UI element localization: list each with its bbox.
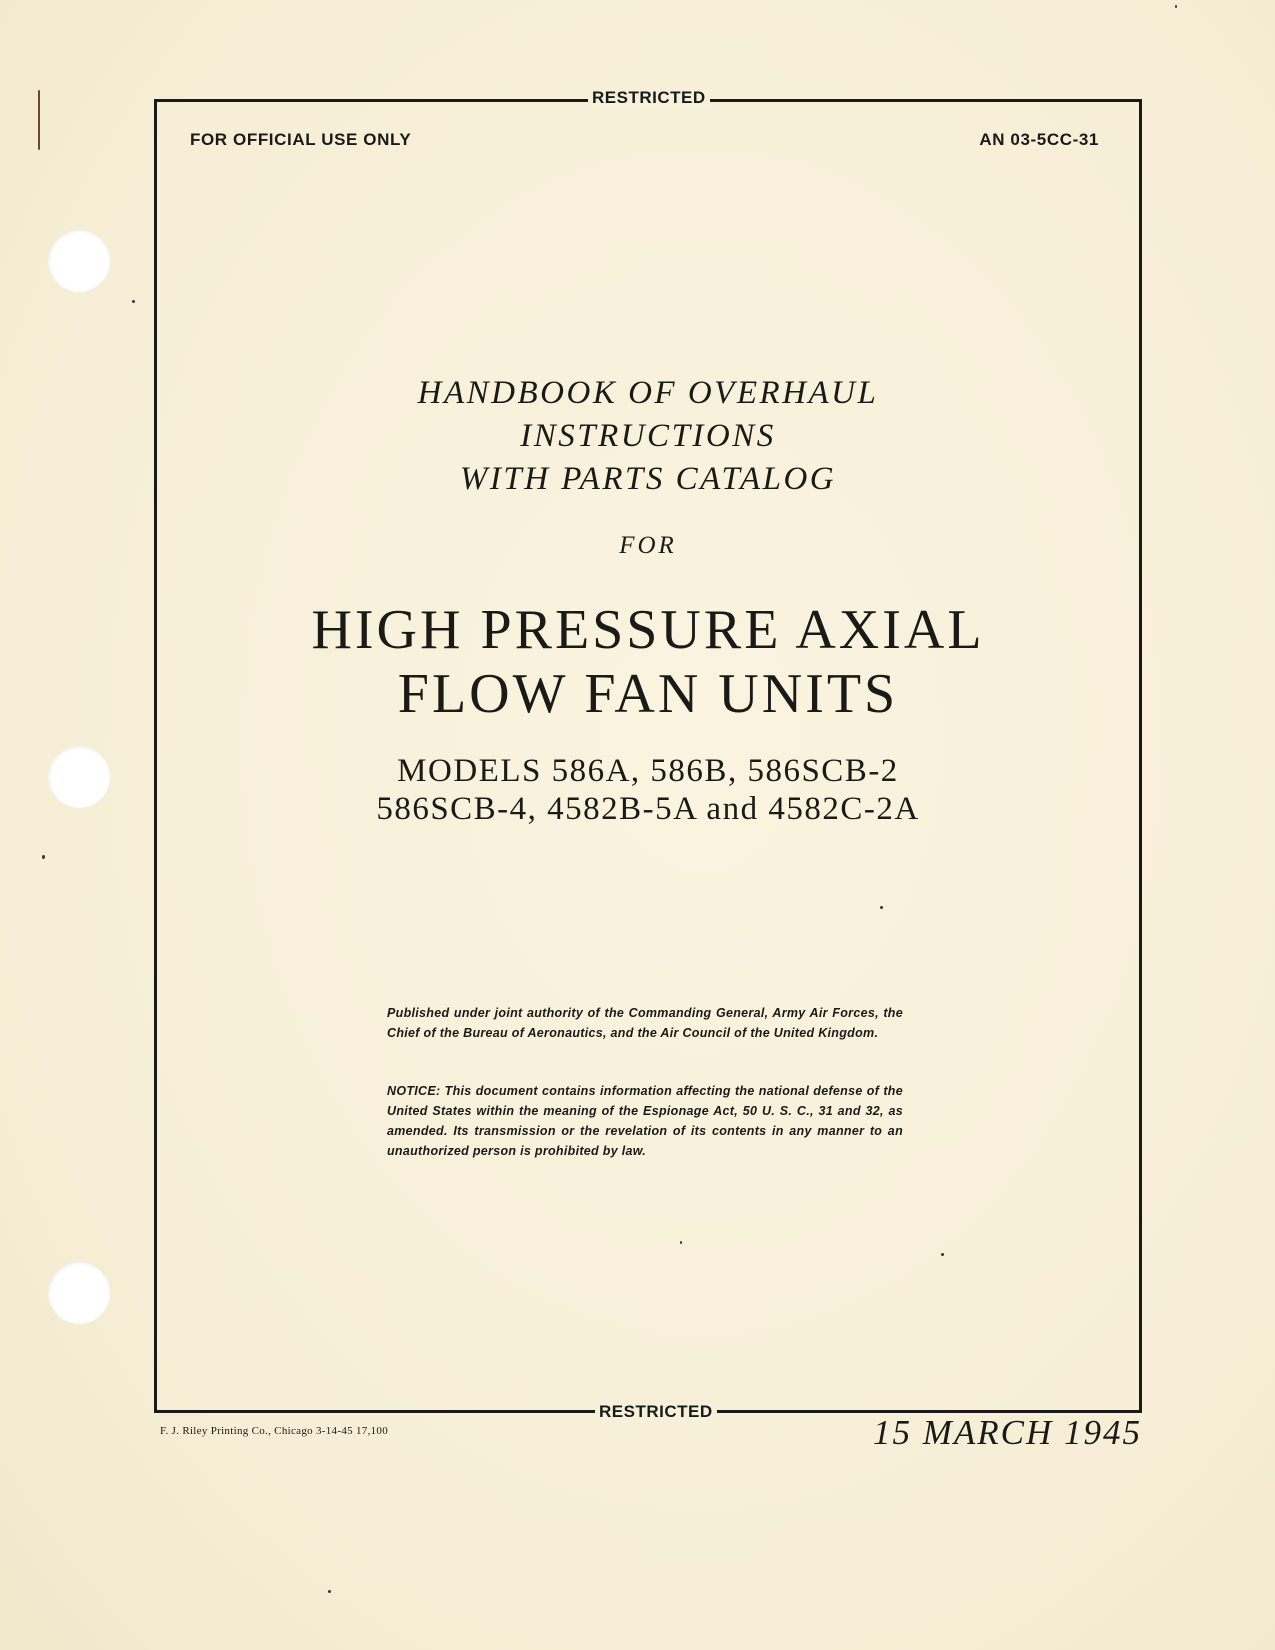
binder-hole-middle — [48, 746, 110, 808]
subtitle-line-1: HANDBOOK OF OVERHAUL — [417, 375, 879, 411]
models-line-2: 586SCB-4, 4582B-5A and 4582C-2A — [376, 791, 920, 827]
handbook-subtitle — [154, 372, 1142, 501]
document-number: AN 03-5CC-31 — [979, 130, 1099, 149]
models-line-1: MODELS 586A, 586B, 586SCB-2 — [397, 753, 899, 789]
paper-speck — [680, 1241, 682, 1244]
restricted-marking-top: RESTRICTED — [588, 88, 710, 108]
paper-mark — [38, 90, 40, 150]
models-list — [154, 752, 1142, 828]
binder-hole-bottom — [48, 1262, 110, 1324]
paper-speck — [42, 855, 45, 859]
publication-date: 15 MARCH 1945 — [872, 1413, 1142, 1452]
paper-speck — [328, 1590, 331, 1593]
subtitle-line-3: WITH PARTS CATALOG — [459, 461, 837, 497]
notice-paragraph: NOTICE: This document contains information affecting the national defense of the United States within the meaning of the Espionage Act, 50 U. S. C., 31 and 32, as amended. Its transmission or the revelation of its contents in any manner to an unauthorized person is prohibited by law. — [387, 1084, 903, 1158]
authority-paragraph: Published under joint authority of the Commanding General, Army Air Forces, the Chief of the Bureau of Aeronautics, and the Air Council of the United Kingdom. — [387, 1006, 903, 1040]
paper-speck — [132, 300, 135, 303]
page-title — [154, 598, 1142, 726]
binder-hole-top — [48, 230, 110, 292]
restricted-marking-bottom: RESTRICTED — [595, 1402, 717, 1422]
title-line-1: HIGH PRESSURE AXIAL — [311, 599, 985, 661]
printer-imprint: F. J. Riley Printing Co., Chicago 3-14-45 17,100 — [160, 1425, 389, 1437]
paper-speck — [941, 1253, 944, 1256]
official-use-label: FOR OFFICIAL USE ONLY — [190, 130, 412, 149]
paper-speck — [1175, 5, 1177, 8]
paper-speck — [880, 906, 883, 909]
for-label: FOR — [619, 532, 677, 559]
title-line-2: FLOW FAN UNITS — [397, 663, 899, 725]
subtitle-line-2: INSTRUCTIONS — [520, 418, 776, 454]
